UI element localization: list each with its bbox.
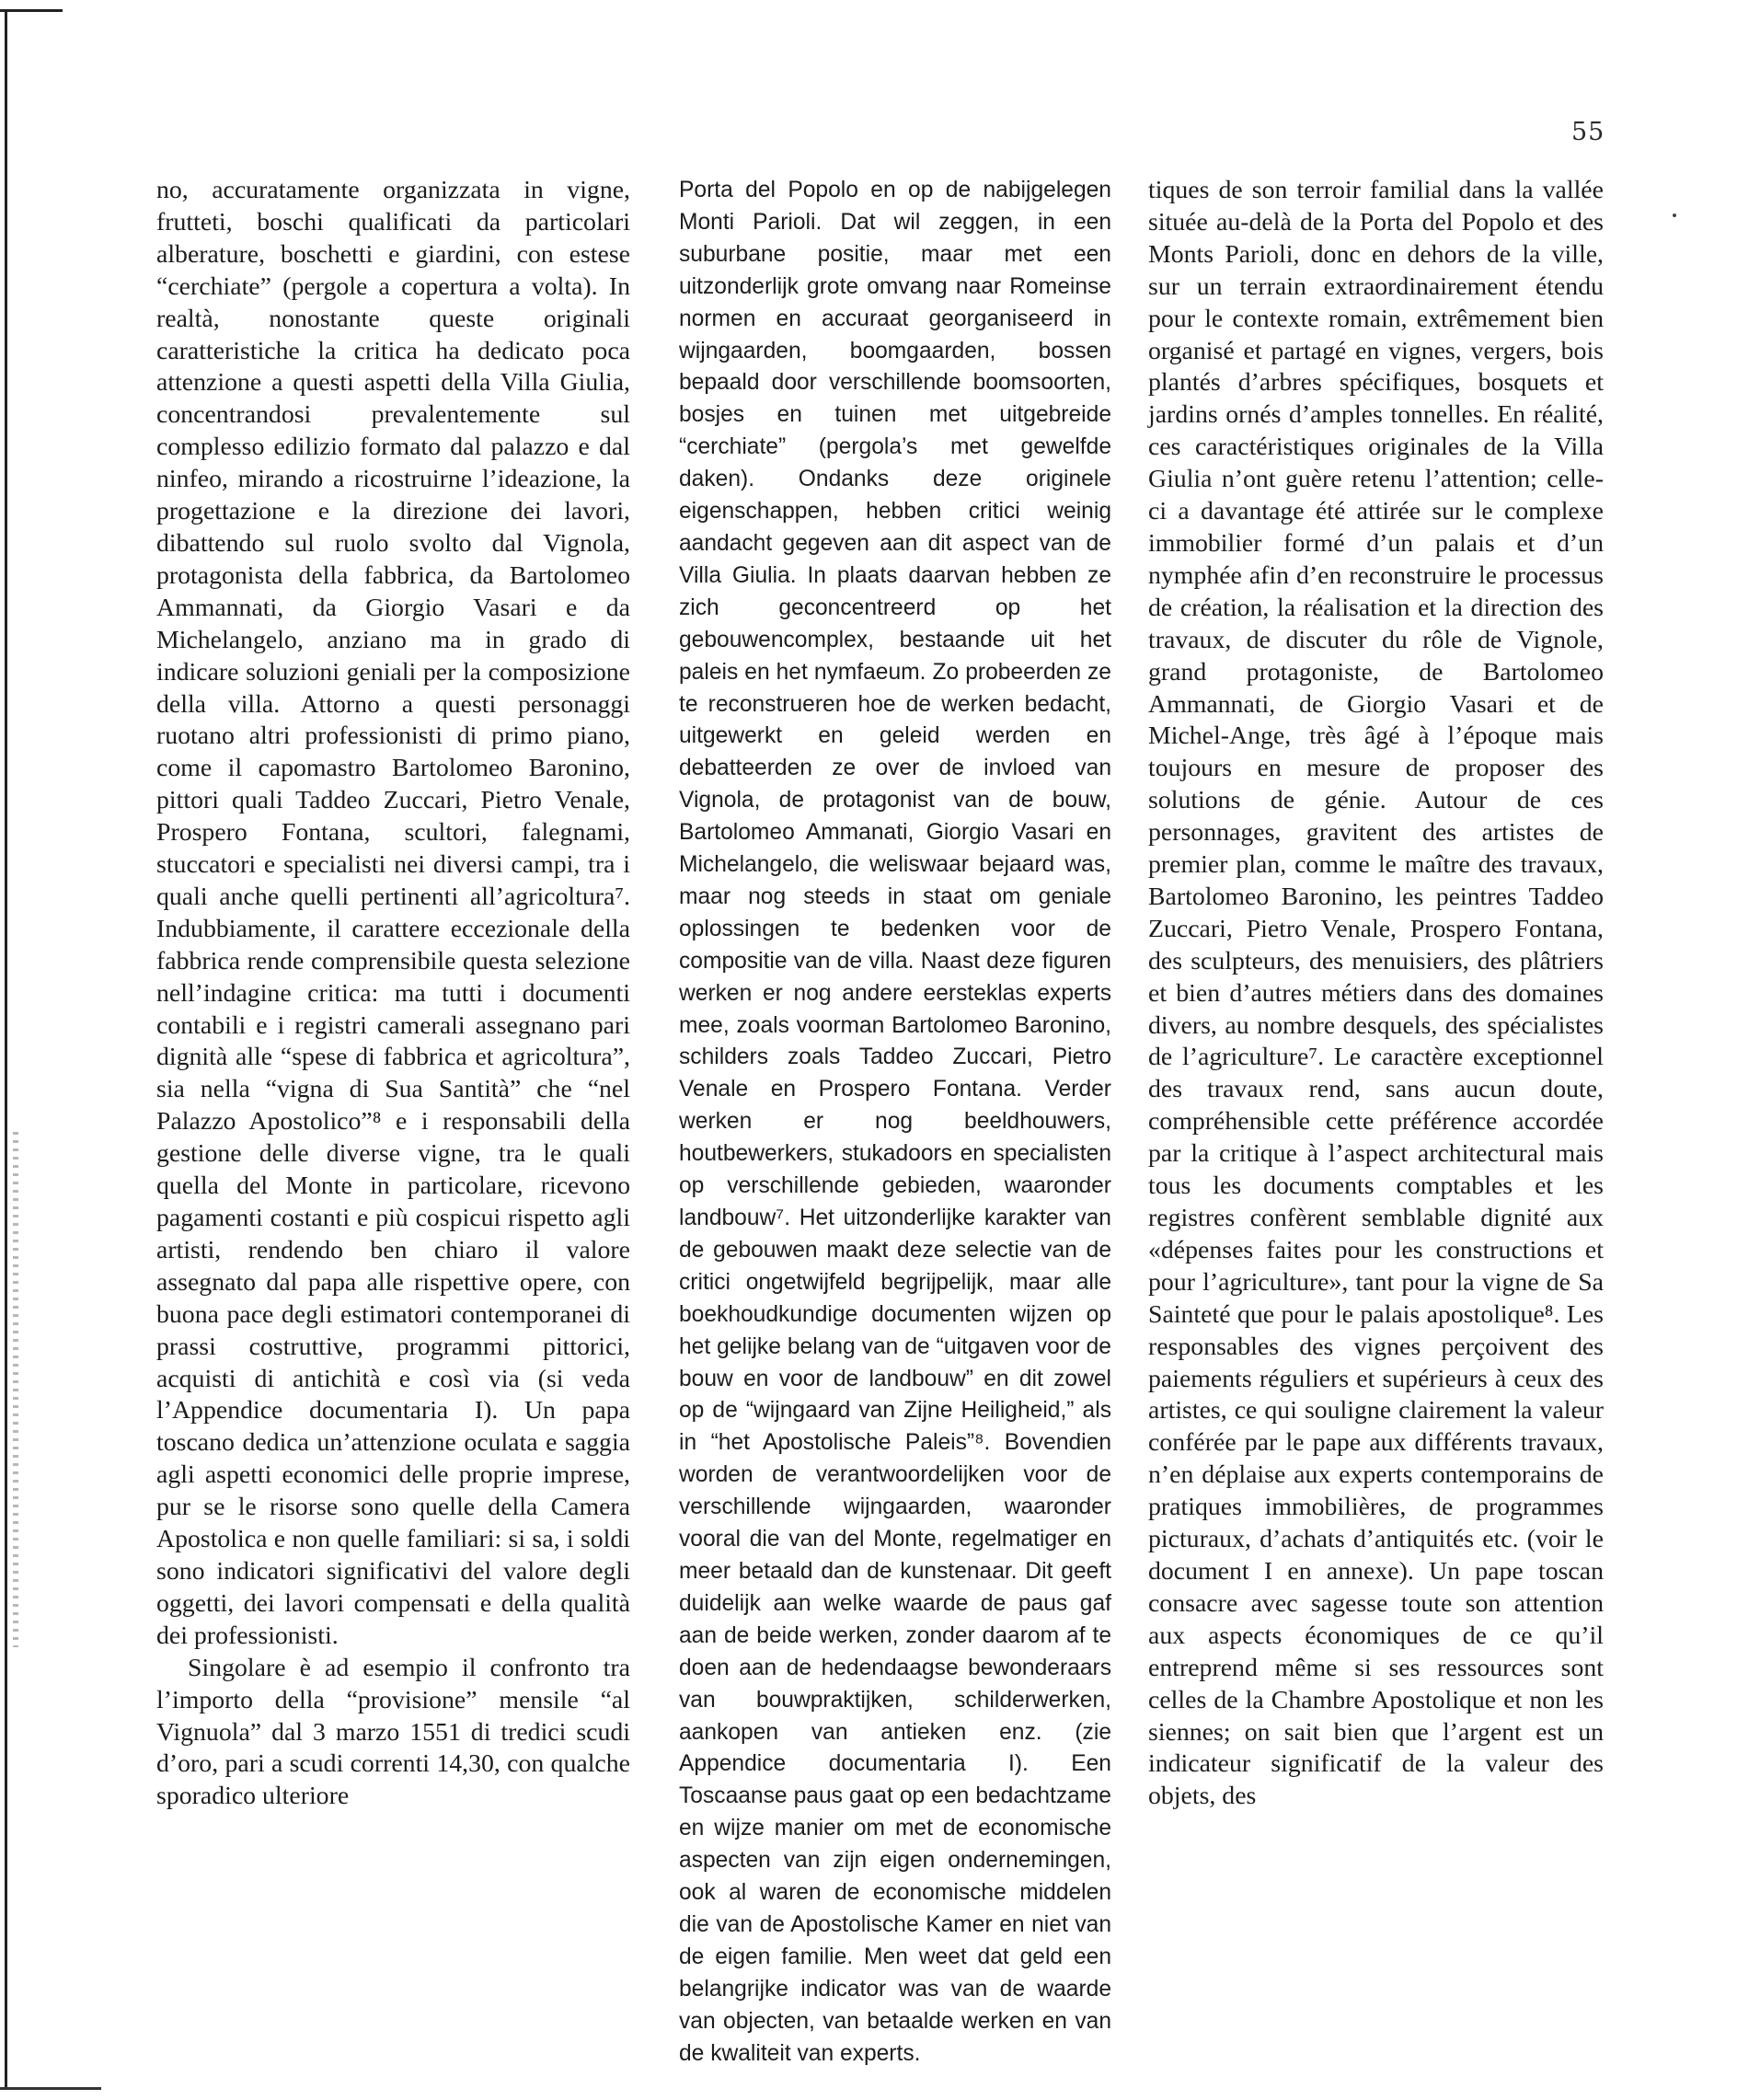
italian-column: [156, 175, 630, 1813]
italian-paragraph-1: no, accuratamente organizzata in vigne, frutteti, boschi qualificati da particolari alberature, boschetti e giardini, con estese “cerchiate” (pergole a copertura a volta). In realtà, nonostante queste originali caratteristiche la critica ha dedicato poca attenzione a questi aspetti della Villa Giulia, concentrandosi prevalentemente sul complesso edilizio formato dal palazzo e dal ninfeo, mirando a ricostruirne l’ideazione, la progettazione e la direzione dei lavori, dibattendo sul ruolo svolto dal Vignola, protagonista della fabbrica, da Bartolomeo Ammannati, da Giorgio Vasari e da Michelangelo, anziano ma in grado di indicare soluzioni geniali per la composizione della villa. Attorno a questi personaggi ruotano altri professionisti di primo piano, come il capomastro Bartolomeo Baronino, pittori quali Taddeo Zuccari, Pietro Venale, Prospero Fontana, scultori, falegnami, stuccatori e specialisti nei diversi campi, tra i quali anche quelli pertinenti all’agricoltura⁷. Indubbiamente, il carattere eccezionale della fabbrica rende comprensibile questa selezione nell’indagine critica: ma tutti i documenti contabili e i registri camerali assegnano pari dignità alle “spese di fabbrica et agricoltura”, sia nella “vigna di Sua Santità” che “nel Palazzo Apostolico”⁸ e i responsabili della gestione delle diverse vigne, tra le quali quella del Monte in particolare, ricevono pagamenti costanti e più cospicui rispetto agli artisti, rendendo ben chiaro il valore assegnato dal papa alle rispettive opere, con buona pace degli estimatori contemporanei di prassi costruttive, programmi pittorici, acquisti di antichità e così via (si veda l’Appendice documentaria I). Un papa toscano dedica un’attenzione oculata e saggia agli aspetti economici delle proprie imprese, pur se le risorse sono quelle della Camera Apostolica e non quelle familiari: si sa, i soldi sono indicatori significativi del valore degli oggetti, dei lavori compensati e della qualità dei professionisti.: [156, 176, 630, 1650]
page-number: 55: [1571, 118, 1605, 146]
french-column: [1148, 175, 1604, 1813]
dutch-paragraph-1: Porta del Popolo en op de nabijgelegen Monti Parioli. Dat wil zeggen, in een suburbane positie, maar met een uitzonderlijk grote omvang naar Romeinse normen en accuraat georganiseerd in wijngaarden, boomgaarden, bossen bepaald door verschillende boomsoorten, bosjes en tuinen met uitgebreide “cerchiate” (pergola’s met gewelfde daken). Ondanks deze originele eigenschappen, hebben critici weinig aandacht gegeven aan dit aspect van de Villa Giulia. In plaats daarvan hebben ze zich geconcentreerd op het gebouwencomplex, bestaande uit het paleis en het nymfaeum. Zo probeerden ze te reconstrueren hoe de werken bedacht, uitgewerkt en geleid werden en debatteerden ze over de invloed van Vignola, de protagonist van de bouw, Bartolomeo Ammanati, Giorgio Vasari en Michelangelo, die weliswaar bejaard was, maar nog steeds in staat om geniale oplossingen te bedenken voor de compositie van de villa. Naast deze figuren werken er nog andere eersteklas experts mee, zoals voorman Bartolomeo Baronino, schilders zoals Taddeo Zuccari, Pietro Venale en Prospero Fontana. Verder werken er nog beeldhouwers, houtbewerkers, stukadoors en specialisten op verschillende gebieden, waaronder landbouw⁷. Het uitzonderlijke karakter van de gebouwen maakt deze selectie van de critici ongetwijfeld begrijpelijk, maar alle boekhoudkundige documenten wijzen op het gelijke belang van de “uitgaven voor de bouw en voor de landbouw” en dit zowel op de “wijngaard van Zijne Heiligheid,” als in “het Apostolische Paleis”⁸. Bovendien worden de verantwoordelijken voor de verschillende wijngaarden, waaronder vooral die van del Monte, regelmatiger en meer betaald dan de kunstenaar. Dit geeft duidelijk aan welke waarde de paus gaf aan de beide werken, zonder daarom af te doen aan de hedendaagse bewonderaars van bouwpraktijken, schilderwerken, aankopen van antieken enz. (zie Appendice documentaria I). Een Toscaanse paus gaat op een bedachtzame en wijze manier om met de economische aspecten van zijn eigen ondernemingen, ook al waren de economische middelen die van de Apostolische Kamer en niet van de eigen familie. Men weet dat geld een belangrijke indicator was van de waarde van objecten, van betaalde werken en van de kwaliteit van experts.: [679, 178, 1111, 2066]
dutch-column: [679, 175, 1111, 2070]
scan-speck: [1673, 213, 1676, 217]
scan-border-top: [0, 9, 63, 12]
italian-paragraph-2: Singolare è ad esempio il confronto tra l’importo della “provisione” mensile “al Vignuola” dal 3 marzo 1551 di tredici scudi d’oro, pari a scudi correnti 14,30, con qualche sporadico ulteriore: [156, 1653, 630, 1811]
scan-border-left: [5, 9, 7, 2089]
french-paragraph-1: tiques de son terroir familial dans la vallée située au-delà de la Porta del Popolo et des Monts Parioli, donc en dehors de la ville, sur un terrain extraordinairement étendu pour le contexte romain, extrêmement bien organisé et partagé en vignes, vergers, bois plantés d’arbres spécifiques, bosquets et jardins ornés d’amples tonnelles. En réalité, ces caractéristiques originales de la Villa Giulia n’ont guère retenu l’attention; celle-ci a davantage été attirée sur le complexe immobilier formé d’un palais et d’un nymphée afin d’en reconstruire le processus de création, la réalisation et la direction des travaux, de discuter du rôle de Vignole, grand protagoniste, de Bartolomeo Ammannati, de Giorgio Vasari et de Michel-Ange, très âgé à l’époque mais toujours en mesure de proposer des solutions de génie. Autour de ces personnages, gravitent des artistes de premier plan, comme le maître des travaux, Bartolomeo Baronino, les peintres Taddeo Zuccari, Pietro Venale, Prospero Fontana, des sculpteurs, des menuisiers, des plâtriers et bien d’autres métiers dans des domaines divers, au nombre desquels, des spécialistes de l’agriculture⁷. Le caractère exceptionnel des travaux rend, sans aucun doute, compréhensible cette préférence accordée par la critique à l’aspect architectural mais tous les documents comptables et les registres confèrent semblable dignité aux «dépenses faites pour les constructions et pour l’agriculture», tant pour la vigne de Sa Sainteté que pour le palais apostolique⁸. Les responsables des vignes perçoivent des paiements réguliers et supérieurs à ceux des artistes, ce qui souligne clairement la valeur conférée par le pape aux différents travaux, n’en déplaise aux experts contemporains de pratiques immobilières, de programmes picturaux, d’achats d’antiquités etc. (voir le document I en annexe). Un pape toscan consacre avec sagesse toute son attention aux aspects économiques de ce qu’il entreprend même si ses ressources sont celles de la Chambre Apostolique et non les siennes; on sait bien que l’argent est un indicateur significatif de la valeur des objets, des: [1148, 176, 1604, 1811]
scan-border-bottom: [0, 2087, 101, 2090]
scan-binding-shadow: [13, 1132, 18, 1647]
